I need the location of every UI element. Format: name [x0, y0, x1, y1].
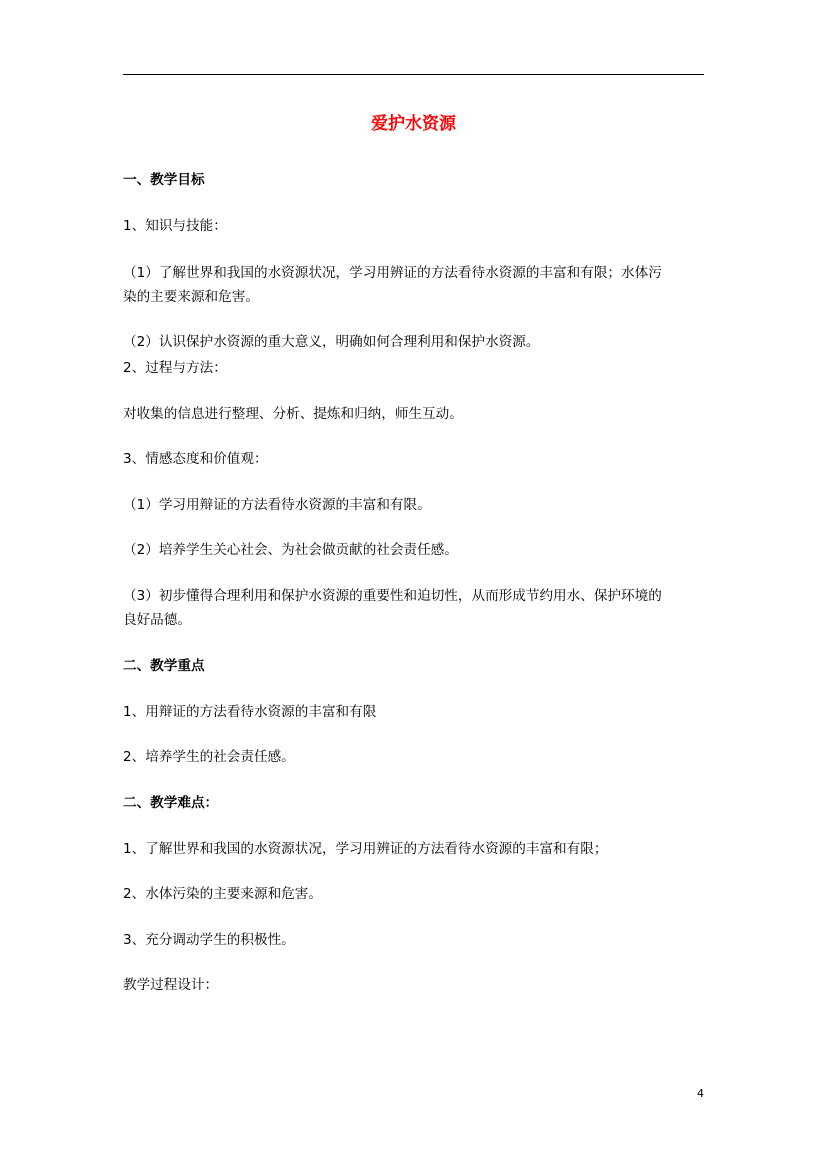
- page-number: 4: [697, 1087, 704, 1100]
- process-design-heading: 教学过程设计：: [123, 977, 219, 993]
- difficulties-heading: 二、教学难点：: [123, 795, 219, 811]
- knowledge-item-1-line2: 染的主要来源和危害。: [123, 289, 259, 305]
- emotion-item-3-line2: 良好品德。: [123, 612, 191, 628]
- knowledge-item-2: （2）认识保护水资源的重大意义，明确如何合理利用和保护水资源。: [123, 334, 540, 350]
- key-points-heading: 二、教学重点: [123, 658, 205, 674]
- process-heading: 2、过程与方法：: [123, 360, 227, 376]
- objectives-heading: 一、教学目标: [123, 172, 205, 188]
- emotion-item-2: （2）培养学生关心社会、为社会做贡献的社会责任感。: [123, 542, 458, 558]
- emotion-item-1: （1）学习用辩证的方法看待水资源的丰富和有限。: [123, 497, 431, 513]
- difficulty-1: 1、了解世界和我国的水资源状况，学习用辨证的方法看待水资源的丰富和有限；: [123, 841, 608, 857]
- document-title: 爱护水资源: [371, 114, 456, 134]
- header-rule: [123, 74, 704, 75]
- emotion-item-3-line1: （3）初步懂得合理利用和保护水资源的重要性和迫切性，从而形成节约用水、保护环境的: [123, 588, 662, 604]
- difficulty-3: 3、充分调动学生的积极性。: [123, 932, 295, 948]
- key-point-1: 1、用辩证的方法看待水资源的丰富和有限: [123, 704, 377, 720]
- knowledge-item-1-line1: （1）了解世界和我国的水资源状况，学习用辨证的方法看待水资源的丰富和有限；水体污: [123, 265, 662, 281]
- process-text: 对收集的信息进行整理、分析、提炼和归纳，师生互动。: [123, 406, 463, 422]
- emotion-heading: 3、情感态度和价值观：: [123, 451, 268, 467]
- difficulty-2: 2、水体污染的主要来源和危害。: [123, 886, 322, 902]
- key-point-2: 2、培养学生的社会责任感。: [123, 749, 295, 765]
- knowledge-heading: 1、知识与技能：: [123, 218, 227, 234]
